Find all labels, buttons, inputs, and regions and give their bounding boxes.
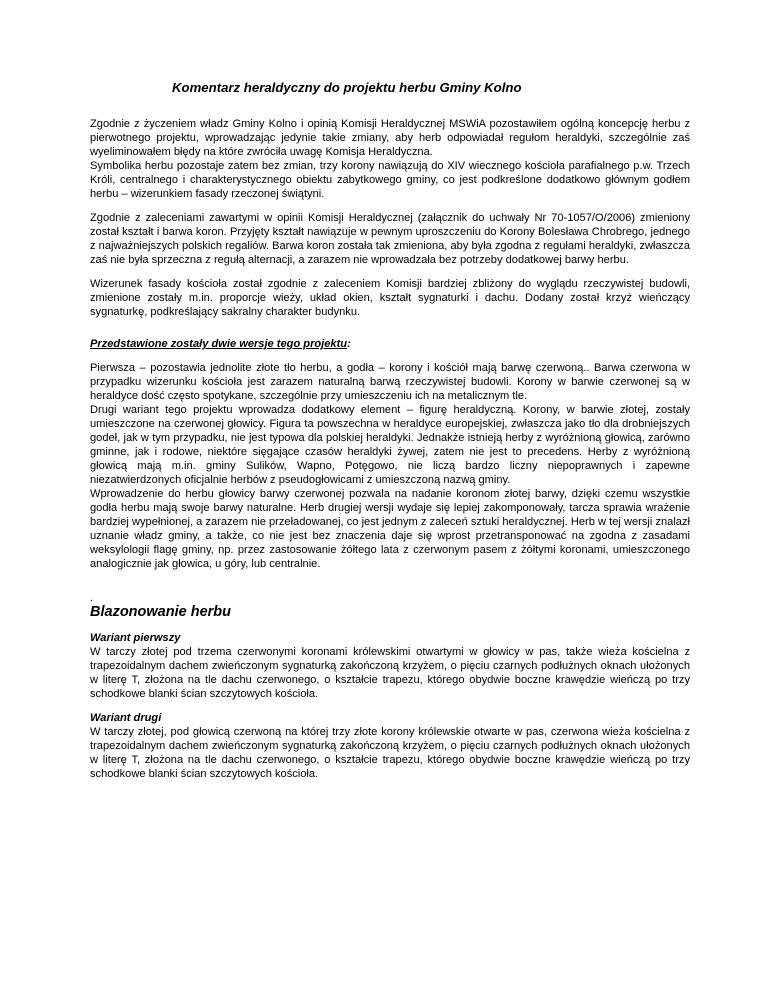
document-page	[90, 80, 690, 781]
versions-heading	[90, 337, 690, 351]
document-title: Komentarz heraldyczny do projektu herbu Gminy Kolno	[172, 80, 522, 95]
versions-heading-text: Przedstawione zostały dwie wersje tego projektu	[90, 338, 348, 350]
intro-paragraph-4: Wizerunek fasady kościoła został zgodnie z zaleceniem Komisji bardziej zbliżony do wyglądu rzeczywistej budowli, zmienione zostały m.in. proporcje wieży, układ okien, kształt sygnaturki i dachu. Dodany został krzyż wieńczący sygnaturkę, podkreślający sakralny charakter budynku.	[90, 278, 690, 318]
versions-paragraph-2: Drugi wariant tego projektu wprowadza dodatkowy element – figurę heraldyczną. Korony, w barwie złotej, zostały umieszczone na czerwonej głowicy. Figura ta powszechna w heraldyce europejskiej, zwłaszcza jako tło dla drobniejszych godeł, jak w tym przypadku, nie jest typowa dla polskiej heraldyki. Jednakże istnieją herby z wyróżnioną głowicą, zarówno gminne, jak i rodowe, niektóre sięgające czasów heraldyki żywej, zatem nie jest to precedens. Herby z wyróżnioną głowicą mają m.in. gminy Sulików, Wapno, Potęgowo, nie liczą bardzo liczny niepoprawnych i zapewne niezatwierdzonych oficjalnie herbów z pseudogłowicami z umieszczoną nazwą gminy.	[90, 404, 690, 486]
intro-paragraph-3: Zgodnie z zaleceniami zawartymi w opinii Komisji Heraldycznej (załącznik do uchwały Nr 70-1057/O/2006) zmieniony został kształt i barwa koron. Przyjęty kształt nawiązuje w pewnym uproszczeniu do Korony Bolesława Chrobrego, jednego z najważniejszych polskich regaliów. Barwa koron została tak zmieniona, aby była zgodna z regułami heraldyki, zwłaszcza zaś nie była sprzeczna z regułą alternacji, a zarazem nie wprowadzała bez potrzeby dodatkowej barwy herbu.	[90, 212, 690, 266]
variant1-text: W tarczy złotej pod trzema czerwonymi koronami królewskimi otwartymi w głowicy w pas, także wieża kościelna z trapezoidalnym dachem zwieńczonym sygnaturką zakończoną krzyżem, o pięciu czarnych podłużnych oknach ułożonych w literę T, złożona na tle dachu czerwonego, o kształcie trapezu, którego obydwie boczne krawędzie wieńczą po trzy schodkowe blanki ścian szczytowych kościoła.	[90, 646, 690, 700]
versions-paragraph-1: Pierwsza – pozostawia jednolite złote tło herbu, a godła – korony i kościół mają barwę czerwoną.. Barwa czerwona w przypadku wizerunku kościoła jest zarazem naturalną barwą rzeczywistej budowli. Korony w barwie czerwonej są w heraldyce dość często spotykane, szczególnie przy umieszczeniu ich na metalicznym tle.	[90, 362, 690, 402]
variant1-title: Wariant pierwszy	[90, 632, 181, 644]
stray-mark: .	[90, 592, 94, 604]
intro-paragraph-1: Zgodnie z życzeniem władz Gminy Kolno i opinią Komisji Heraldycznej MSWiA pozostawiłem ogólną koncepcję herbu z pierwotnego projektu, wprowadzając jedynie takie zmiany, aby herb odpowiadał regułom heraldyki, szczególnie zaś wyeliminowałem błędy na które zwróciła uwagę Komisja Heraldyczna.	[90, 118, 690, 158]
intro-paragraph-2: Symbolika herbu pozostaje zatem bez zmian, trzy korony nawiązują do XIV wiecznego kościoła parafialnego p.w. Trzech Króli, centralnego i charakterystycznego obiektu zabytkowego gminy, co jest podkreślone dodatkowo głównym godłem herbu – wizerunkiem fasady rzeczonej świątyni.	[90, 160, 690, 200]
versions-paragraph-3: Wprowadzenie do herbu głowicy barwy czerwonej pozwala na nadanie koronom złotej barwy, dzięki czemu wszystkie godła herbu mają swoje barwy naturalne. Herb drugiej wersji wydaje się lepiej zakomponowały, tarcza sprawia wrażenie bardziej wypełnionej, a zarazem nie przeładowanej, co jest jednym z zaleceń sztuki heraldycznej. Herb w tej wersji znalazł uznanie władz gminy, a także, co nie jest bez znaczenia daje się wprost przetransponować na zgodna z zasadami weksylologii flagę gminy, np. przez zastosowanie żółtego lata z czerwonym pasem z żółtymi koronami, umieszczonego analogicznie jak głowica, u góry, lub centralnie.	[90, 488, 690, 570]
variant2-title: Wariant drugi	[90, 712, 162, 724]
versions-heading-colon: :	[347, 338, 351, 350]
variant2-text: W tarczy złotej, pod głowicą czerwoną na której trzy złote korony królewskie otwarte w pas, czerwona wieża kościelna z trapezoidalnym dachem zwieńczonym sygnaturką zakończoną krzyżem, o pięciu czarnych podłużnych oknach ułożonych w literę T, złożona na tle dachu czerwonego, o kształcie trapezu, którego obydwie boczne krawędzie wieńczą po trzy schodkowe blanki ścian szczytowych kościoła.	[90, 726, 690, 780]
blazon-heading: Blazonowanie herbu	[90, 604, 231, 620]
